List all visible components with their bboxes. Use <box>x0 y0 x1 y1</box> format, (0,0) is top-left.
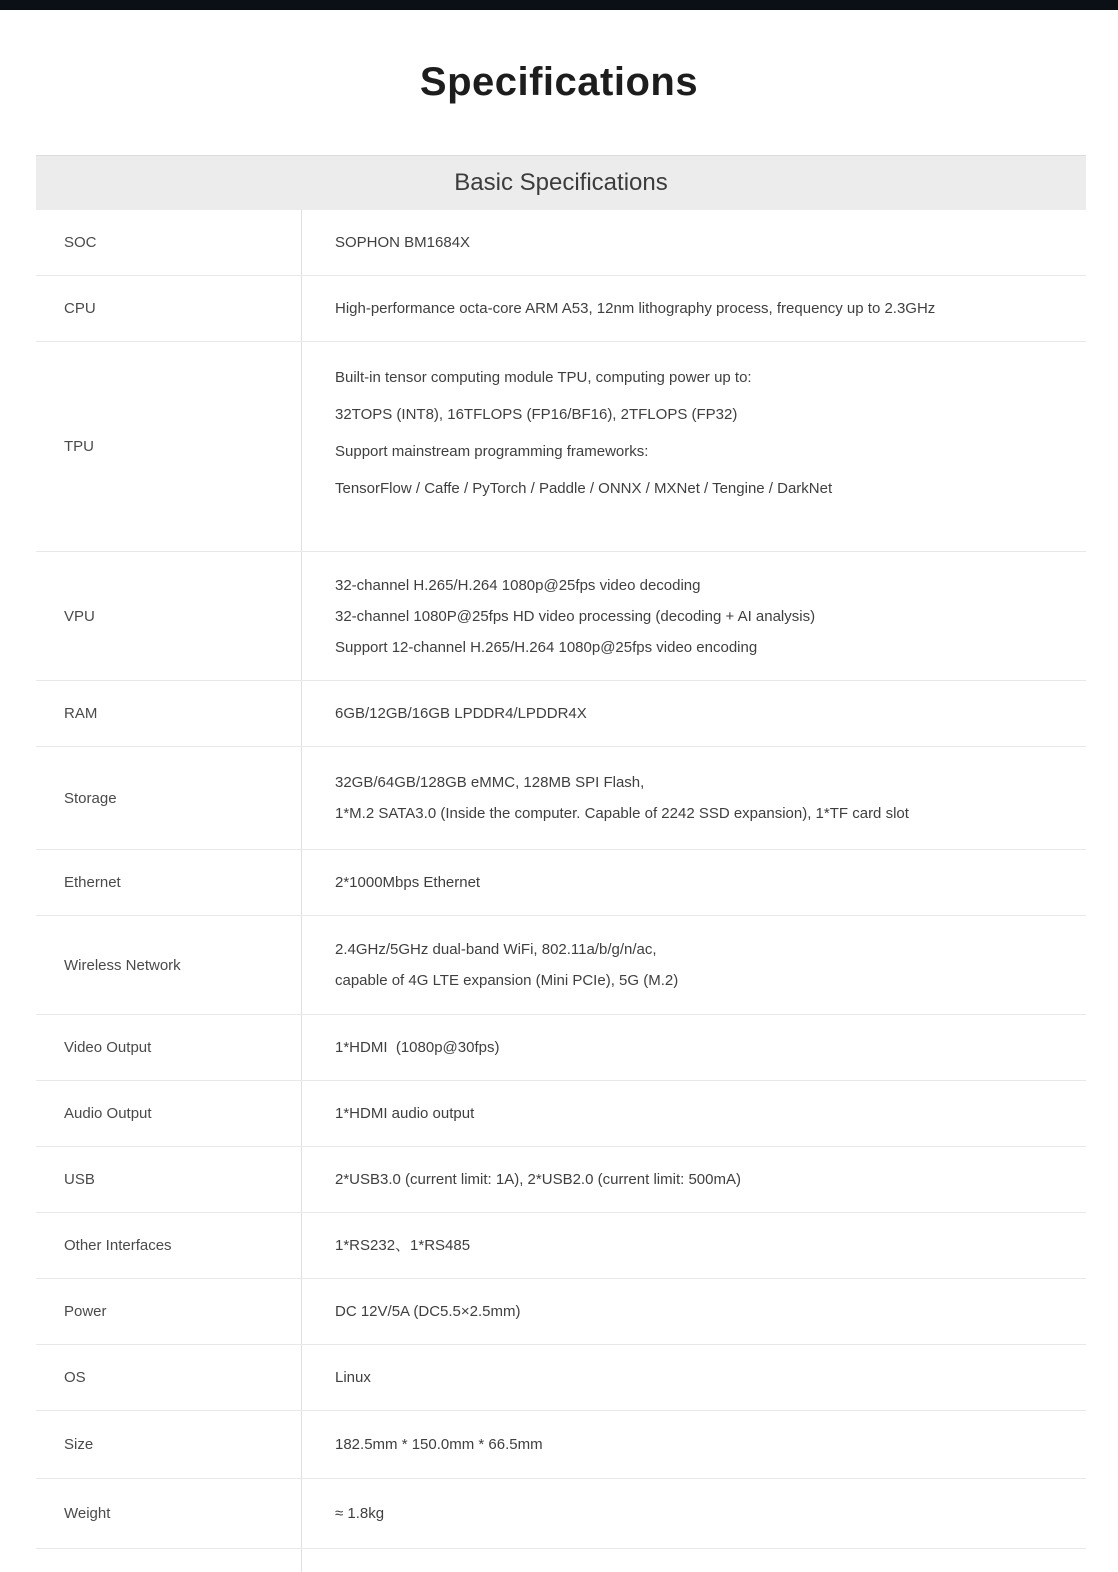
spec-value-line: 1*M.2 SATA3.0 (Inside the computer. Capable of 2242 SSD expansion), 1*TF card slot <box>335 805 909 822</box>
spec-label: OS <box>36 1345 302 1410</box>
spec-row-usb <box>36 1147 1086 1213</box>
spec-label: SOC <box>36 210 302 275</box>
page-title: Specifications <box>419 60 699 104</box>
spec-value-line: 32-channel H.265/H.264 1080p@25fps video decoding <box>335 576 701 594</box>
spec-row-audio-output <box>36 1081 1086 1147</box>
spec-row-os <box>36 1345 1086 1411</box>
spec-value-line: TensorFlow / Caffe / PyTorch / Paddle / ONNX / MXNet / Tengine / DarkNet <box>335 480 833 497</box>
spec-row-tpu <box>36 342 1086 552</box>
spec-row-other-interfaces <box>36 1213 1086 1279</box>
spec-label: Ethernet <box>36 850 302 915</box>
spec-label: Power <box>36 1279 302 1344</box>
spec-row-vpu <box>36 552 1086 681</box>
spec-label: Storage <box>36 747 302 849</box>
spec-row-storage <box>36 747 1086 850</box>
spec-value-line: 32-channel 1080P@25fps HD video processing (decoding + AI analysis) <box>335 607 816 625</box>
spec-value <box>302 1081 1086 1146</box>
specifications-table <box>36 155 1086 1572</box>
spec-label: Weight <box>36 1479 302 1548</box>
spec-label: USB <box>36 1147 302 1212</box>
spec-value <box>302 1213 1086 1278</box>
spec-value <box>302 1147 1086 1212</box>
spec-value-line: 1*HDMI audio output <box>335 1105 475 1122</box>
spec-value-line: SOPHON BM1684X <box>335 234 471 251</box>
spec-value-line: 2*1000Mbps Ethernet <box>335 874 481 891</box>
spec-value <box>302 276 1086 341</box>
table-header: Basic Specifications <box>36 155 1086 210</box>
spec-value-line: Support 12-channel H.265/H.264 1080p@25fps video encoding <box>335 638 758 656</box>
spec-row-ethernet <box>36 850 1086 916</box>
spec-value-line: Built-in tensor computing module TPU, computing power up to: <box>335 369 752 386</box>
spec-value-line: 32TOPS (INT8), 16TFLOPS (FP16/BF16), 2TFLOPS (FP32) <box>335 406 738 423</box>
spec-value <box>302 1279 1086 1344</box>
spec-value <box>302 850 1086 915</box>
spec-label: VPU <box>36 552 302 680</box>
spec-label: Size <box>36 1411 302 1478</box>
spec-value-line: 32GB/64GB/128GB eMMC, 128MB SPI Flash, <box>335 774 645 791</box>
spec-label <box>36 1549 302 1572</box>
spec-value-line: capable of 4G LTE expansion (Mini PCIe), 5G (M.2) <box>335 972 679 989</box>
spec-value-line: High-performance octa-core ARM A53, 12nm lithography process, frequency up to 2.3GHz <box>335 300 936 317</box>
spec-value-line: 6GB/12GB/16GB LPDDR4/LPDDR4X <box>335 705 587 722</box>
spec-label: Wireless Network <box>36 916 302 1014</box>
spec-row-ram <box>36 681 1086 747</box>
spec-label: Other Interfaces <box>36 1213 302 1278</box>
spec-value <box>302 1549 1086 1572</box>
spec-row-partial-cropped <box>36 1549 1086 1572</box>
spec-label: Video Output <box>36 1015 302 1080</box>
spec-value <box>302 681 1086 746</box>
spec-row-video-output <box>36 1015 1086 1081</box>
spec-value-line: 2.4GHz/5GHz dual-band WiFi, 802.11a/b/g/n/ac, <box>335 941 657 958</box>
spec-value <box>302 342 1086 551</box>
spec-row-wireless-network <box>36 916 1086 1015</box>
spec-row-power <box>36 1279 1086 1345</box>
top-nav-bar-cropped <box>0 0 1118 10</box>
spec-value <box>302 1479 1086 1548</box>
spec-value-line: 182.5mm * 150.0mm * 66.5mm <box>335 1436 543 1453</box>
spec-value <box>302 747 1086 849</box>
spec-value <box>302 1411 1086 1478</box>
spec-label: CPU <box>36 276 302 341</box>
spec-value <box>302 210 1086 275</box>
spec-value <box>302 916 1086 1014</box>
spec-value <box>302 1345 1086 1410</box>
spec-row-soc <box>36 210 1086 276</box>
spec-label: TPU <box>36 342 302 551</box>
spec-label: Audio Output <box>36 1081 302 1146</box>
spec-value <box>302 1015 1086 1080</box>
spec-value-line: 2*USB3.0 (current limit: 1A), 2*USB2.0 (current limit: 500mA) <box>335 1171 741 1188</box>
spec-row-weight <box>36 1479 1086 1549</box>
spec-row-cpu <box>36 276 1086 342</box>
spec-value-line: Linux <box>335 1369 371 1386</box>
spec-value <box>302 552 1086 680</box>
spec-value-line: Support mainstream programming frameworks: <box>335 443 649 460</box>
spec-label: RAM <box>36 681 302 746</box>
spec-value-line: DC 12V/5A (DC5.5×2.5mm) <box>335 1303 521 1320</box>
spec-value-line: 1*RS232、1*RS485 <box>335 1237 471 1254</box>
spec-row-size <box>36 1411 1086 1479</box>
spec-value-line: 1*HDMI (1080p@30fps) <box>335 1039 500 1056</box>
spec-value-line: ≈ 1.8kg <box>335 1505 385 1522</box>
